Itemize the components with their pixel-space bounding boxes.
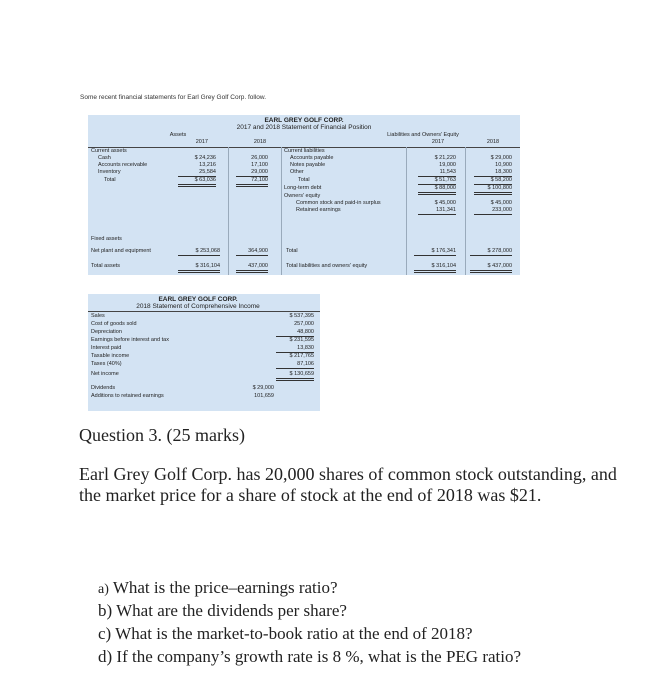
- long-term-debt-2017: $ 88,000: [418, 185, 456, 195]
- asset-total-2018: 72,100: [236, 177, 268, 187]
- net-plant-label: Net plant and equipment: [91, 248, 151, 254]
- is-value: 87,106: [276, 361, 314, 369]
- equity-2018: 233,000: [474, 207, 512, 215]
- balance-sheet-subtitle: 2017 and 2018 Statement of Financial Position: [236, 124, 372, 131]
- equity-label: Retained earnings: [296, 207, 341, 213]
- dividends-value: $ 29,000: [252, 385, 274, 391]
- equity-2017: $ 45,000: [434, 200, 456, 206]
- liability-2017: 11,543: [418, 169, 456, 177]
- total-assets-label: Total assets: [91, 263, 121, 269]
- item-text: What is the market-to-book ratio at the end of 2018?: [115, 624, 473, 643]
- net-plant-2017: $ 253,068: [178, 248, 220, 256]
- col-2018-liab: 2018: [486, 139, 500, 145]
- additions-label: Additions to retained earnings: [91, 393, 164, 399]
- is-value: $ 217,765: [289, 353, 314, 359]
- asset-2017: $ 24,236: [194, 155, 216, 161]
- total-le-2018: $ 437,000: [470, 263, 512, 273]
- total-le-label: Total liabilities and owners' equity: [286, 263, 368, 269]
- item-letter: b): [98, 601, 113, 620]
- is-label: Sales: [91, 313, 105, 319]
- income-statement-subtitle: 2018 Statement of Comprehensive Income: [136, 303, 260, 310]
- asset-2018: 17,100: [251, 162, 268, 168]
- long-term-debt-label: Long-term debt: [284, 185, 322, 191]
- balance-sheet: [88, 115, 520, 275]
- col-2017-assets: 2017: [195, 139, 208, 145]
- item-letter: a): [98, 582, 109, 597]
- liability-2017: 19,000: [439, 162, 456, 168]
- equity-total-2017: $ 176,341: [414, 248, 456, 256]
- owners-equity-label: Owners' equity: [284, 193, 321, 199]
- col-2017-liab: 2017: [431, 139, 445, 145]
- income-statement: [88, 294, 320, 411]
- is-value: $ 231,595: [289, 337, 314, 343]
- dividends-label: Dividends: [91, 385, 116, 391]
- asset-2017: 13,216: [199, 162, 216, 168]
- asset-total-label: Total: [104, 177, 116, 183]
- liability-total-2018: $ 58,200: [474, 177, 512, 185]
- total-assets-2018: 437,000: [236, 263, 268, 273]
- item-text: What is the price–earnings ratio?: [112, 578, 338, 597]
- is-value: $ 537,395: [289, 313, 314, 319]
- asset-label: Cash: [98, 155, 111, 161]
- long-term-debt-2018: $ 100,800: [474, 185, 512, 195]
- equity-label: Common stock and paid-in surplus: [296, 200, 381, 206]
- equity-total-label: Total: [286, 248, 298, 254]
- total-le-2017: $ 316,104: [414, 263, 456, 273]
- is-value: 48,800: [276, 329, 314, 337]
- question-item-c: [98, 624, 473, 644]
- liability-2018: 10,900: [495, 162, 512, 168]
- liability-2018: 18,300: [474, 169, 512, 177]
- equity-2018: $ 45,000: [490, 200, 512, 206]
- current-liabilities-label: Current liabilities: [284, 148, 325, 154]
- item-letter: d): [98, 647, 113, 666]
- total-assets-2017: $ 316,104: [178, 263, 220, 273]
- question-item-a: [98, 578, 338, 598]
- is-label: Cost of goods sold: [91, 321, 137, 327]
- item-text: If the company’s growth rate is 8 %, what is the PEG ratio?: [116, 647, 522, 666]
- asset-2018: 29,000: [236, 169, 268, 177]
- liabilities-header: Liabilities and Owners' Equity: [387, 132, 459, 138]
- liability-total-2017: $ 51,763: [418, 177, 456, 185]
- question-item-d: [98, 647, 521, 667]
- assets-header: Assets: [169, 132, 187, 138]
- is-label: Net income: [91, 371, 119, 377]
- asset-2018: 26,000: [251, 155, 268, 161]
- liability-label: Notes payable: [290, 162, 326, 168]
- is-label: Earnings before interest and tax: [91, 337, 169, 343]
- is-value: 257,000: [294, 321, 314, 327]
- is-label: Taxes (40%): [91, 361, 122, 367]
- balance-sheet-title: EARL GREY GOLF CORP.: [264, 117, 344, 124]
- fixed-assets-label: Fixed assets: [91, 236, 122, 242]
- question-item-b: [98, 601, 347, 621]
- question-body: Earl Grey Golf Corp. has 20,000 shares of common stock outstanding, and the market price for a share of stock at the end of 2018 was $21.: [79, 464, 617, 505]
- income-statement-title: EARL GREY GOLF CORP.: [158, 296, 238, 303]
- liability-label: Accounts payable: [290, 155, 334, 161]
- asset-label: Inventory: [98, 169, 121, 175]
- intro-text: Some recent financial statements for Earl Grey Golf Corp. follow.: [80, 94, 267, 101]
- is-label: Depreciation: [91, 329, 122, 335]
- net-plant-2018: 364,900: [236, 248, 268, 256]
- equity-total-2018: $ 278,000: [470, 248, 512, 256]
- liability-label: Other: [290, 169, 304, 175]
- asset-label: Accounts receivable: [98, 162, 148, 168]
- additions-value: 101,659: [254, 393, 274, 399]
- is-label: Taxable income: [91, 353, 130, 359]
- item-letter: c): [98, 624, 112, 643]
- liability-total-label: Total: [298, 177, 310, 183]
- asset-total-2017: $ 63,036: [178, 177, 216, 187]
- current-assets-label: Current assets: [91, 148, 127, 154]
- question-heading: Question 3. (25 marks): [79, 425, 245, 445]
- col-2018-assets: 2018: [253, 139, 267, 145]
- equity-2017: 131,341: [418, 207, 456, 215]
- liability-2017: $ 21,220: [434, 155, 456, 161]
- liability-2018: $ 29,000: [490, 155, 512, 161]
- is-value: $ 130,659: [276, 371, 314, 381]
- asset-2017: 25,584: [178, 169, 216, 177]
- is-value: 13,830: [276, 345, 314, 353]
- is-label: Interest paid: [91, 345, 122, 351]
- item-text: What are the dividends per share?: [116, 601, 347, 620]
